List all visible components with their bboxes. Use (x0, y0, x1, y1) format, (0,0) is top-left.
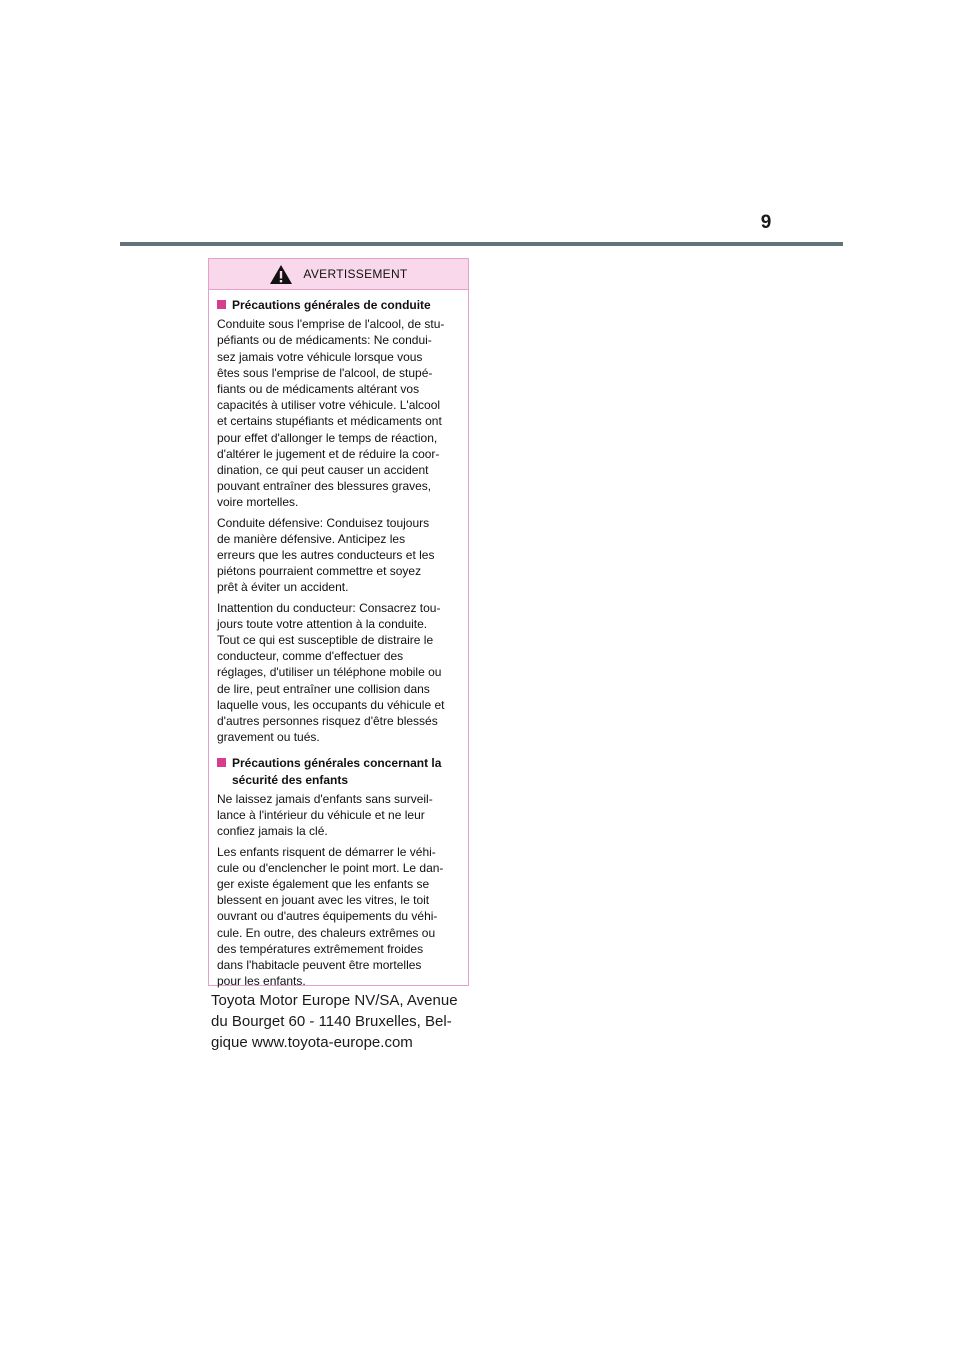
paragraph-defensive-driving: Conduite défensive: Conduisez toujours de manière défensive. Anticipez les erreurs que les autres conducteurs et les piétons pourraient commettre et soyez prêt à éviter un accident. (217, 515, 435, 595)
section-child-safety (217, 755, 462, 989)
paragraph-child-risks: Les enfants risquent de démarrer le véhi- cule ou d'enclencher le point mort. Le dan- ger existe également que les enfants se blessent en jouant avec les vitres, le toit ouvrant ou d'autres équipements du véhi- cule. En outre, des chaleurs extrêmes ou des températures extrêmement froides dans l'habitacle peuvent être mortelles pour les enfants. (217, 844, 444, 989)
warning-box (208, 258, 469, 989)
warning-header (209, 259, 468, 290)
section-heading-text: Précautions générales de conduite (232, 298, 431, 312)
page-number: 9 (760, 212, 772, 233)
paragraph-driver-inattention: Inattention du conducteur: Consacrez tou- jours toute votre attention à la conduite. Tout ce qui est susceptible de distraire le conducteur, comme d'effectuer des réglages, d'utiliser un téléphone mobile ou de lire, peut entraîner une collision dans laquelle vous, les occupants du véhicule et d'autres personnes risquez d'être blessés gravement ou tués. (217, 600, 445, 745)
warning-triangle-icon (269, 264, 293, 285)
section-heading-text: Précautions générales concernant la sécurité des enfants (232, 756, 442, 787)
warning-title: AVERTISSEMENT (303, 267, 408, 281)
square-bullet-icon (217, 758, 226, 767)
warning-body (209, 290, 468, 989)
paragraph-unattended-children: Ne laissez jamais d'enfants sans surveil- lance à l'intérieur du véhicule et ne leur confiez jamais la clé. (217, 791, 433, 839)
section-general-driving (217, 297, 462, 745)
header-rule (120, 242, 843, 246)
square-bullet-icon (217, 300, 226, 309)
section-heading (217, 297, 462, 313)
section-heading (217, 755, 462, 787)
paragraph-alcohol: Conduite sous l'emprise de l'alcool, de stu- péfiants ou de médicaments: Ne condui- sez jamais votre véhicule lorsque vous êtes sous l'emprise de l'alcool, de stupé- fiants ou de médicaments altérant vos capacités à utiliser votre véhicule. L'alcool et certains stupéfiants et médicaments ont pour effet d'allonger le temps de réaction, d'altérer le jugement et de réduire la coor- dination, ce qui peut causer un accident pouvant entraîner des blessures graves, voire mortelles. (217, 317, 445, 510)
publisher-address: Toyota Motor Europe NV/SA, Avenue du Bourget 60 - 1140 Bruxelles, Bel- gique www.toyota-europe.com (211, 992, 458, 1051)
